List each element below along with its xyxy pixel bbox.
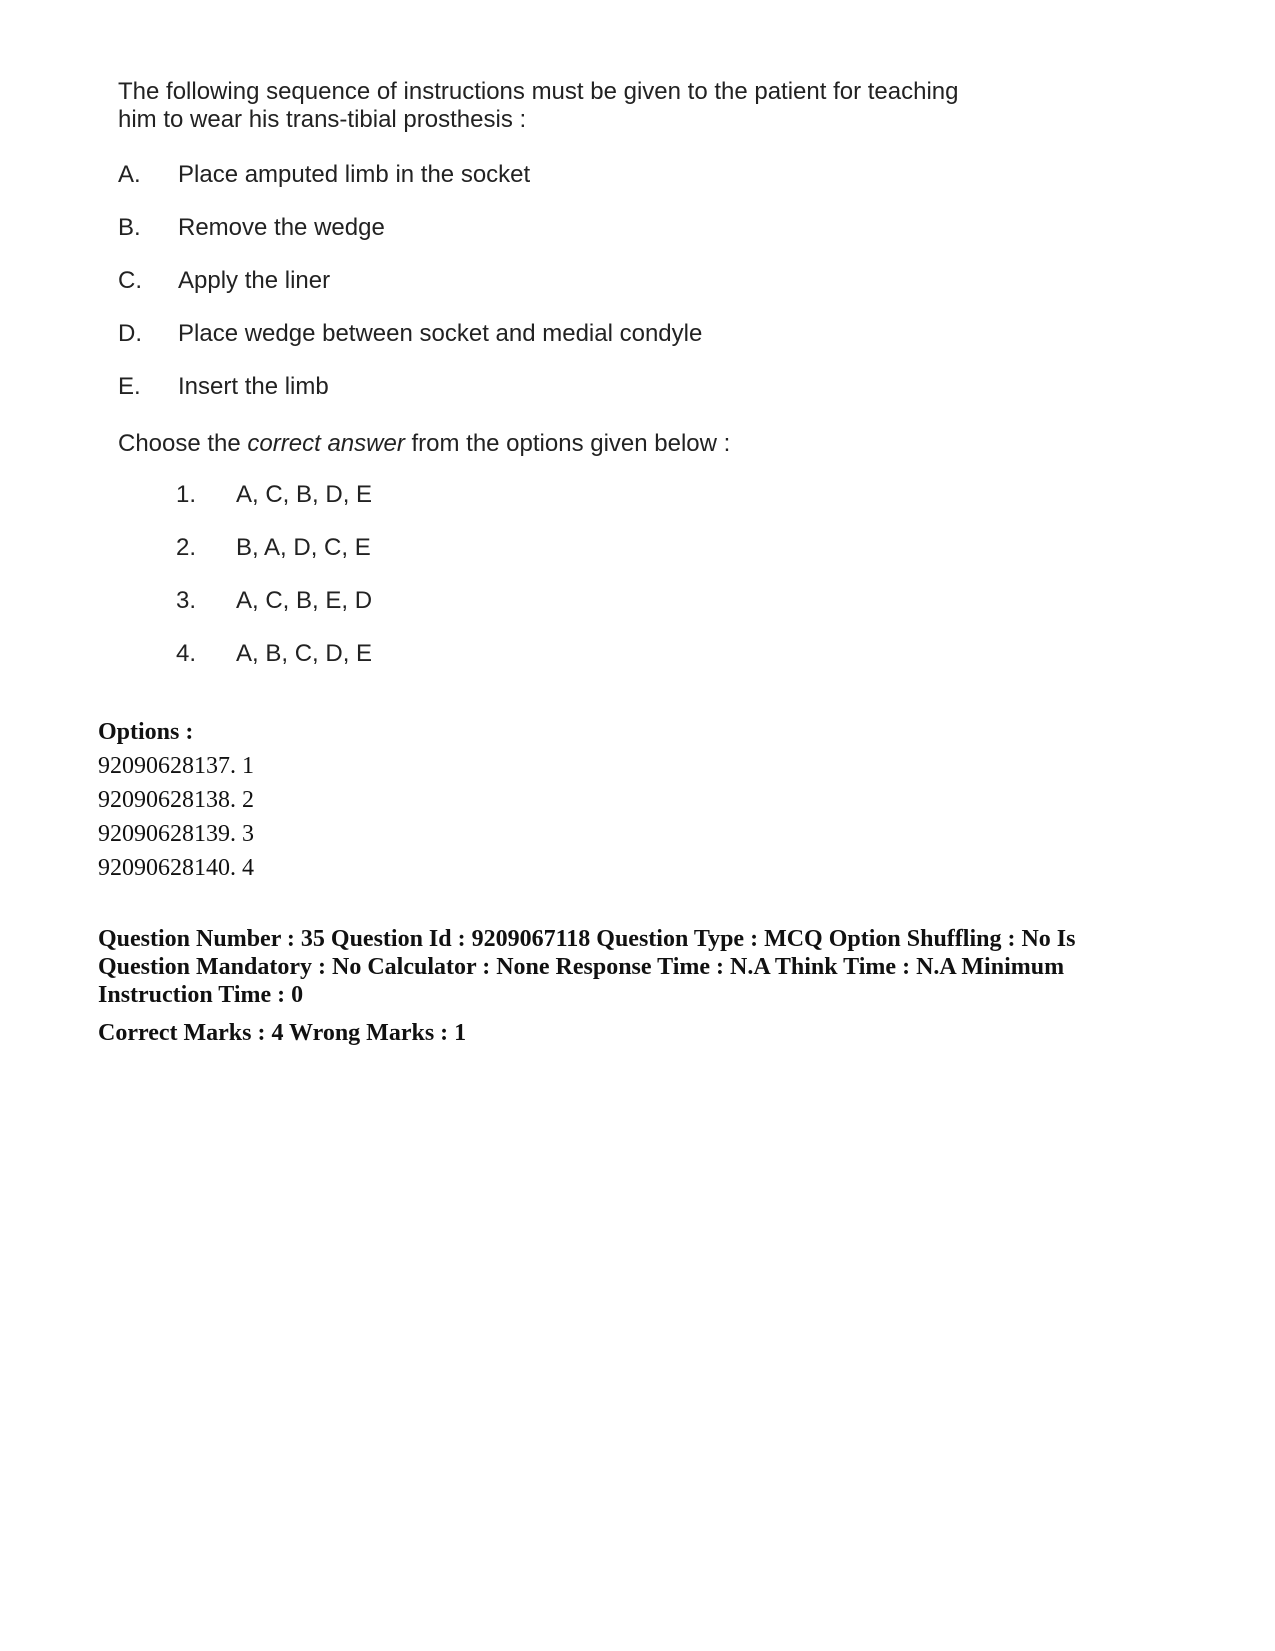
statement-d bbox=[118, 319, 702, 349]
statement-e bbox=[118, 372, 329, 402]
statement-letter: C. bbox=[118, 267, 142, 294]
statement-c bbox=[118, 266, 330, 296]
marks-info: Correct Marks : 4 Wrong Marks : 1 bbox=[98, 1020, 467, 1046]
choice-text: B, A, D, C, E bbox=[236, 534, 371, 561]
answer-prompt-emphasis: correct answer bbox=[247, 430, 405, 457]
statement-letter: D. bbox=[118, 320, 142, 347]
choice-number: 4. bbox=[176, 640, 197, 667]
option-id-2: 92090628138. 2 bbox=[98, 787, 254, 813]
statement-text: Place wedge between socket and medial condyle bbox=[178, 320, 703, 347]
question-metadata bbox=[98, 925, 1138, 1009]
statement-text: Insert the limb bbox=[178, 373, 329, 400]
question-metadata-line-2: Question Mandatory : No Calculator : None Response Time : N.A Think Time : N.A Minimum bbox=[98, 954, 1065, 980]
question-intro bbox=[118, 78, 1018, 134]
statement-a bbox=[118, 160, 530, 190]
choice-1 bbox=[176, 480, 372, 510]
statement-letter: B. bbox=[118, 214, 141, 241]
statement-text: Remove the wedge bbox=[178, 214, 385, 241]
choice-number: 1. bbox=[176, 481, 197, 508]
choice-number: 3. bbox=[176, 587, 197, 614]
options-heading: Options : bbox=[98, 719, 194, 745]
statement-letter: A. bbox=[118, 161, 141, 188]
choice-text: A, B, C, D, E bbox=[236, 640, 373, 667]
option-id-1: 92090628137. 1 bbox=[98, 753, 254, 779]
choice-3 bbox=[176, 586, 372, 616]
choice-4 bbox=[176, 639, 372, 669]
question-metadata-line-1: Question Number : 35 Question Id : 9209067118 Question Type : MCQ Option Shuffling : No Is bbox=[98, 926, 1076, 952]
statement-text: Apply the liner bbox=[178, 267, 331, 294]
answer-prompt-before: Choose the bbox=[118, 430, 248, 457]
statement-letter: E. bbox=[118, 373, 141, 400]
question-metadata-line-3: Instruction Time : 0 bbox=[98, 982, 304, 1008]
choice-text: A, C, B, D, E bbox=[236, 481, 373, 508]
statement-text: Place amputed limb in the socket bbox=[178, 161, 531, 188]
choice-2 bbox=[176, 533, 371, 563]
choice-number: 2. bbox=[176, 534, 197, 561]
choice-text: A, C, B, E, D bbox=[236, 587, 373, 614]
statement-b bbox=[118, 213, 385, 243]
answer-prompt-after: from the options given below : bbox=[404, 430, 731, 457]
option-id-3: 92090628139. 3 bbox=[98, 821, 254, 847]
question-intro-line-2: him to wear his trans-tibial prosthesis : bbox=[118, 106, 527, 133]
option-id-4: 92090628140. 4 bbox=[98, 855, 254, 881]
answer-prompt bbox=[118, 429, 730, 459]
question-intro-line-1: The following sequence of instructions must be given to the patient for teaching bbox=[118, 78, 959, 105]
